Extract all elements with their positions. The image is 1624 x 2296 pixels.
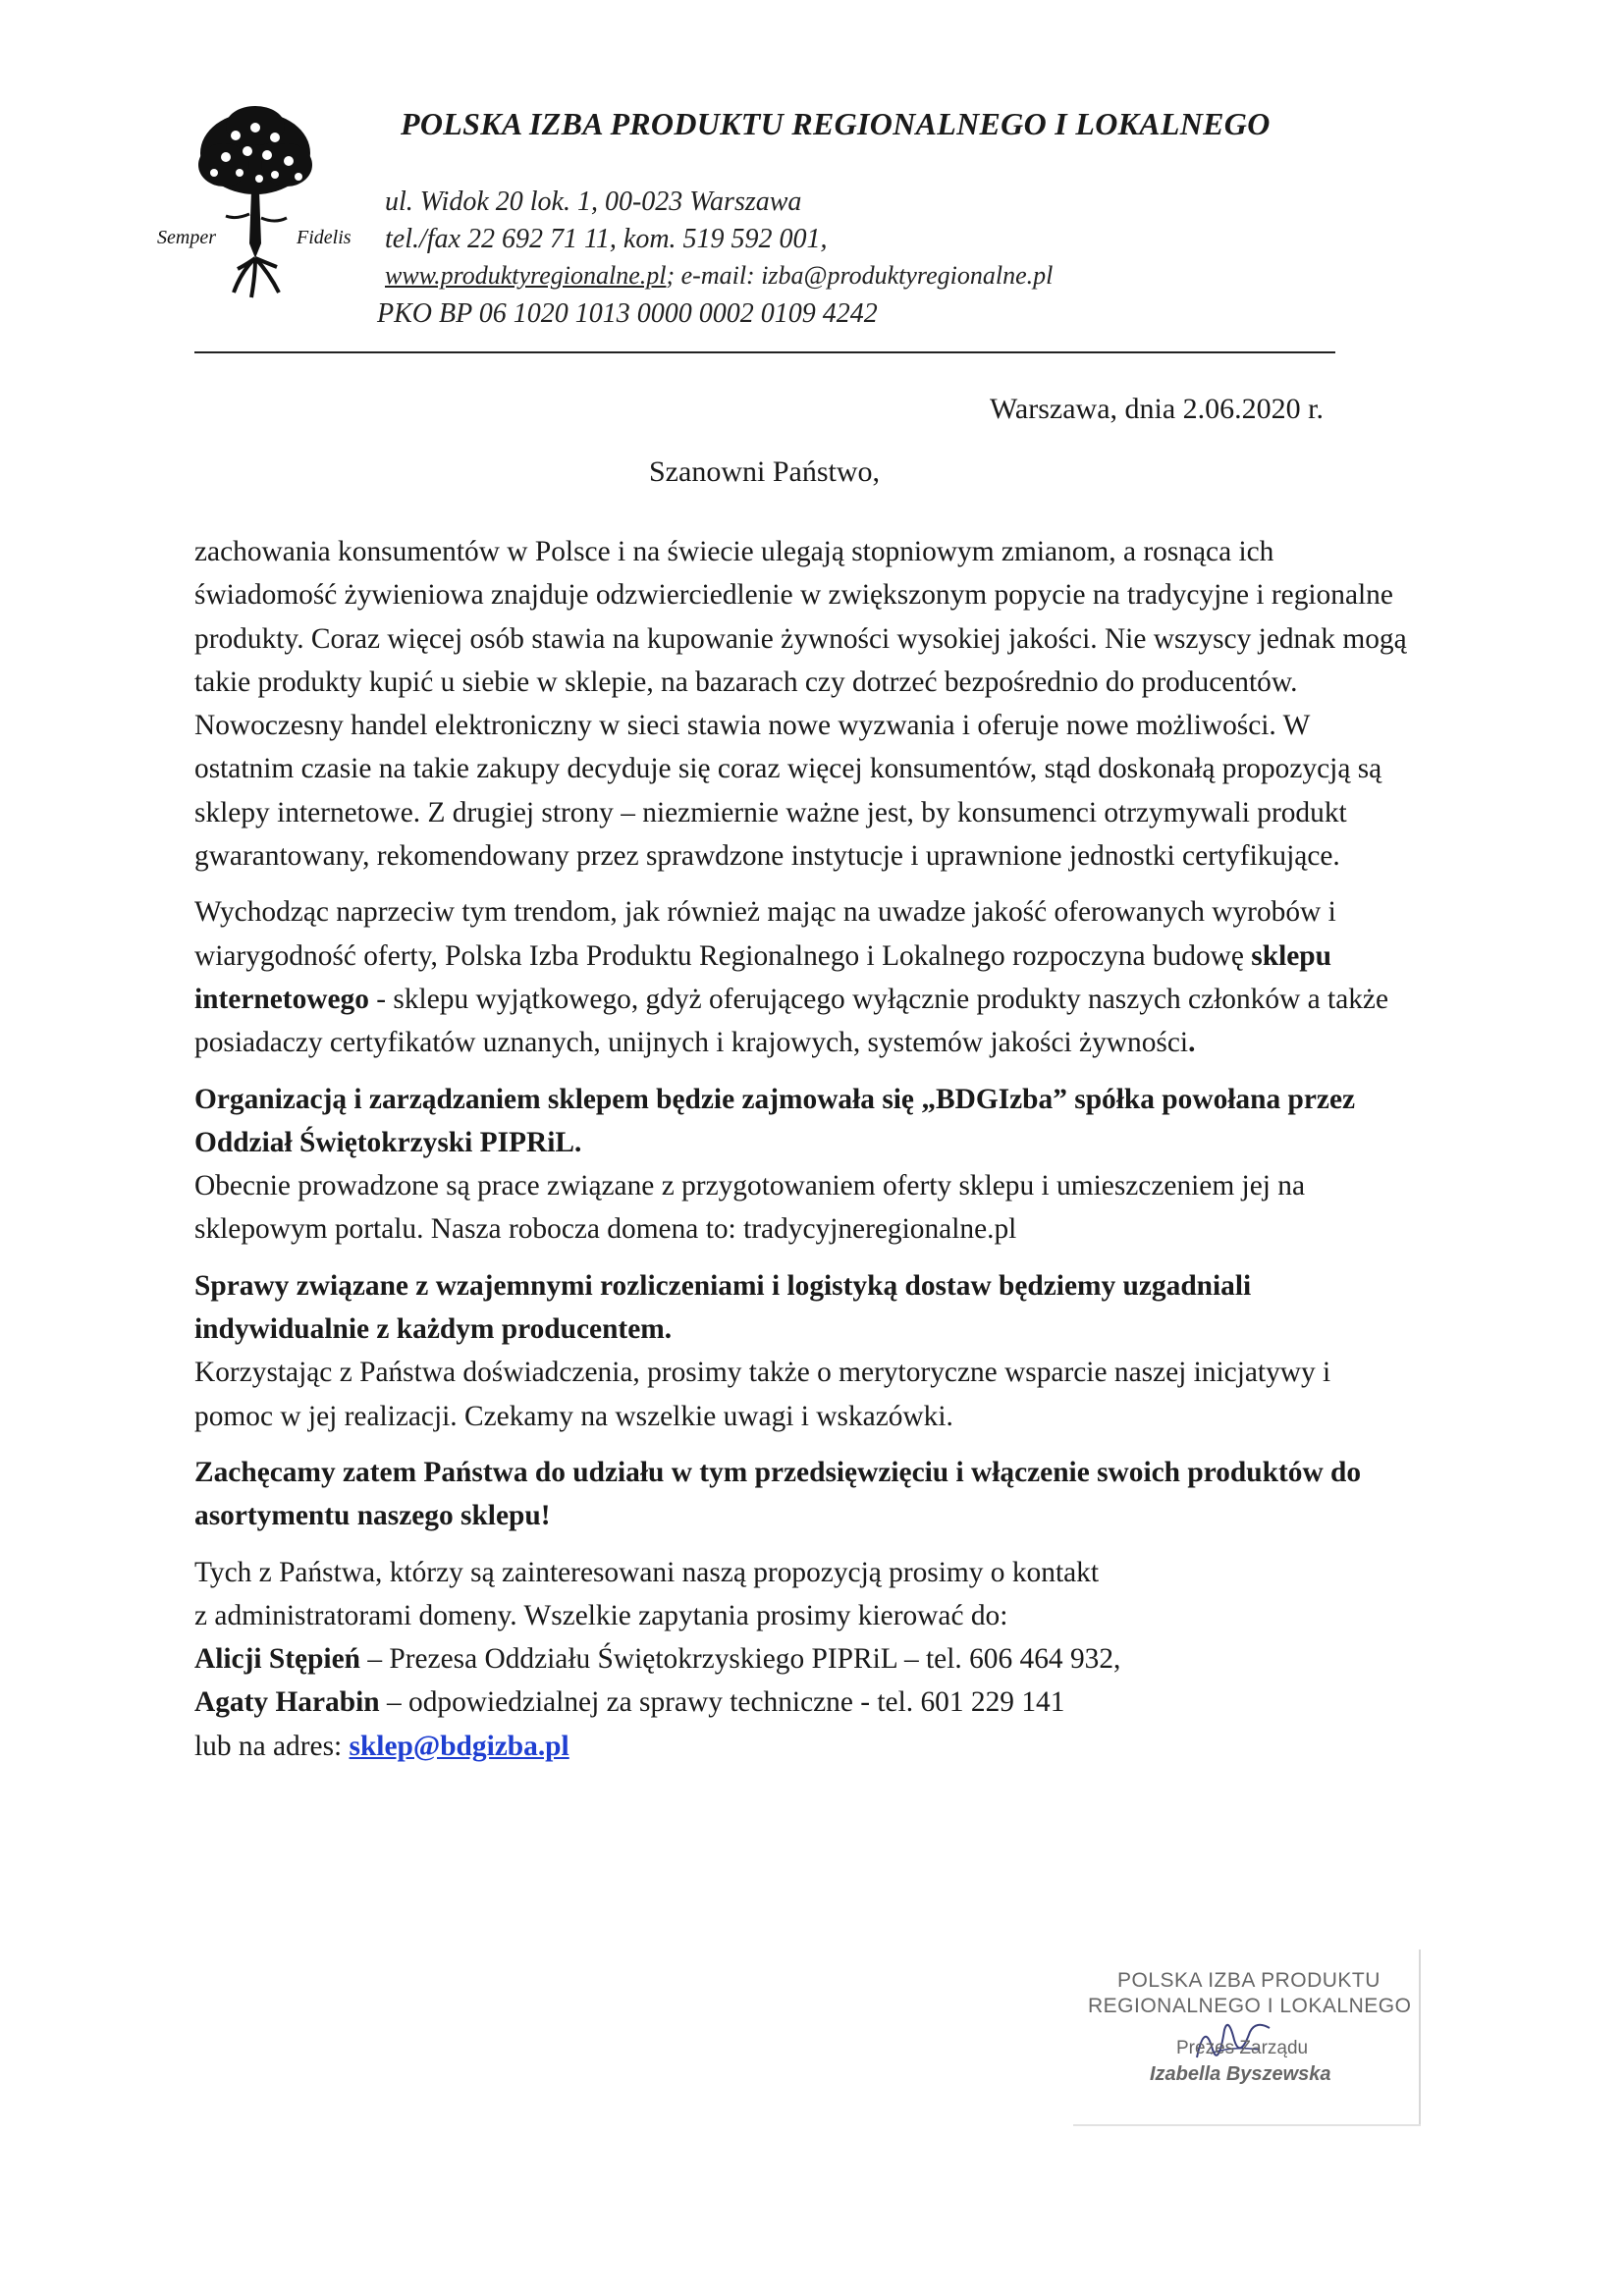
paragraph-6 xyxy=(194,1551,1412,1768)
paragraph-1: zachowania konsumentów w Polsce i na świecie ulegają stopniowym zmianom, a rosnąca ich świadomość żywieniowa znajduje odzwierciedlenie w zwiększonym popycie na tradycyjne i regionalne produkty. Coraz więcej osób stawia na kupowanie żywności wysokiej jakości. Nie wszyscy jednak mogą takie produkty kupić u siebie w sklepie, na bazarach czy dotrzeć bezpośrednio do producentów. Nowoczesny handel elektroniczny w sieci stawia nowe wyzwania i oferuje nowe możliwości. W ostatnim czasie na takie zakupy decyduje się coraz więcej konsumentów, stąd doskonałą propozycją są sklepy internetowe. Z drugiej strony – niezmiernie ważne jest, by konsumenci otrzymywali produkt gwarantowany, rekomendowany przez sprawdzone instytucje i uprawnione jednostki certyfikujące. xyxy=(194,536,1407,873)
paragraph-6-line-2: z administratorami domeny. Wszelkie zapytania prosimy kierować do: xyxy=(194,1599,1008,1631)
org-logo xyxy=(157,96,353,307)
website-email-line xyxy=(385,261,1053,291)
letter-date: Warszawa, dnia 2.06.2020 r. xyxy=(990,393,1324,425)
paragraph-4 xyxy=(194,1264,1412,1438)
stamp-line-4: Izabella Byszewska xyxy=(1150,2063,1331,2085)
contact-2-name: Agaty Harabin xyxy=(194,1686,380,1719)
svg-text:Semper: Semper xyxy=(157,227,216,248)
paragraph-2-text-b: - sklepu wyjątkowego, gdyż oferującego wyłącznie produkty naszych członków a także posiadaczy certyfikatów uznanych, unijnych i krajowych, systemów jakości żywności xyxy=(194,983,1389,1059)
stamp-edge xyxy=(1419,1949,1421,2126)
signature-stamp xyxy=(1073,1949,1421,2126)
stamp-edge-bottom xyxy=(1073,2124,1421,2126)
organization-name: POLSKA IZBA PRODUKTU REGIONALNEGO I LOKALNEGO xyxy=(401,106,1271,141)
paragraph-3 xyxy=(194,1078,1412,1252)
letterhead-divider xyxy=(194,351,1335,353)
tree-logo-icon xyxy=(157,96,353,307)
paragraph-3-heading: Organizacją i zarządzaniem sklepem będzie zajmowała się „BDGIzba” spółka powołana przez Oddział Świętokrzyski PIPRiL. xyxy=(194,1083,1356,1158)
email-text: ; e-mail: izba@produktyregionalne.pl xyxy=(666,261,1054,290)
address: ul. Widok 20 lok. 1, 00-023 Warszawa xyxy=(385,187,802,217)
contact-1-details: – Prezesa Oddziału Świętokrzyskiego PIPRiL – tel. 606 464 932, xyxy=(359,1643,1121,1676)
svg-text:Fidelis: Fidelis xyxy=(297,227,352,248)
paragraph-4-heading: Sprawy związane z wzajemnymi rozliczeniami i logistyką dostaw będziemy uzgadniali indywidualnie z każdym producentem. xyxy=(194,1269,1252,1346)
paragraph-2-end: . xyxy=(1188,1027,1196,1059)
paragraph-2-emphasis: sklepu internetowego xyxy=(194,939,1331,1015)
address-prefix: lub na adres: xyxy=(194,1730,350,1762)
salutation: Szanowni Państwo, xyxy=(649,455,880,488)
paragraph-2 xyxy=(194,890,1412,1064)
stamp-line-1: POLSKA IZBA PRODUKTU xyxy=(1117,1969,1380,1992)
shop-email-link[interactable]: sklep@bdgizba.pl xyxy=(349,1730,569,1762)
contact-2-details: – odpowiedzialnej za sprawy techniczne - tel. 601 229 141 xyxy=(379,1686,1065,1719)
stamp-line-3: Prezes Zarządu xyxy=(1176,2038,1309,2058)
bank-account: PKO BP 06 1020 1013 0000 0002 0109 4242 xyxy=(377,298,878,329)
paragraph-2-text-a: Wychodząc naprzeciw tym trendom, jak również mając na uwadze jakość oferowanych wyrobów i wiarygodność oferty, Polska Izba Produktu Regionalnego i Lokalnego rozpoczyna budowę xyxy=(194,896,1336,972)
website-link[interactable]: www.produktyregionalne.pl xyxy=(385,261,667,290)
phone: tel./fax 22 692 71 11, kom. 519 592 001, xyxy=(385,224,828,254)
letter-body xyxy=(194,530,1412,1768)
paragraph-4-text: Korzystając z Państwa doświadczenia, prosimy także o merytoryczne wsparcie naszej inicjatywy i pomoc w jej realizacji. Czekamy na wszelkie uwagi i wskazówki. xyxy=(194,1357,1331,1432)
paragraph-5: Zachęcamy zatem Państwa do udziału w tym przedsięwzięciu i włączenie swoich produktów do asortymentu naszego sklepu! xyxy=(194,1456,1362,1532)
paragraph-3-text: Obecnie prowadzone są prace związane z przygotowaniem oferty sklepu i umieszczeniem jej na sklepowym portalu. Nasza robocza domena to: tradycyjneregionalne.pl xyxy=(194,1170,1306,1246)
contact-1-name: Alicji Stępień xyxy=(194,1643,360,1676)
paragraph-6-line-1: Tych z Państwa, którzy są zainteresowani naszą propozycją prosimy o kontakt xyxy=(194,1556,1100,1588)
stamp-line-2: REGIONALNEGO I LOKALNEGO xyxy=(1088,1995,1412,2017)
